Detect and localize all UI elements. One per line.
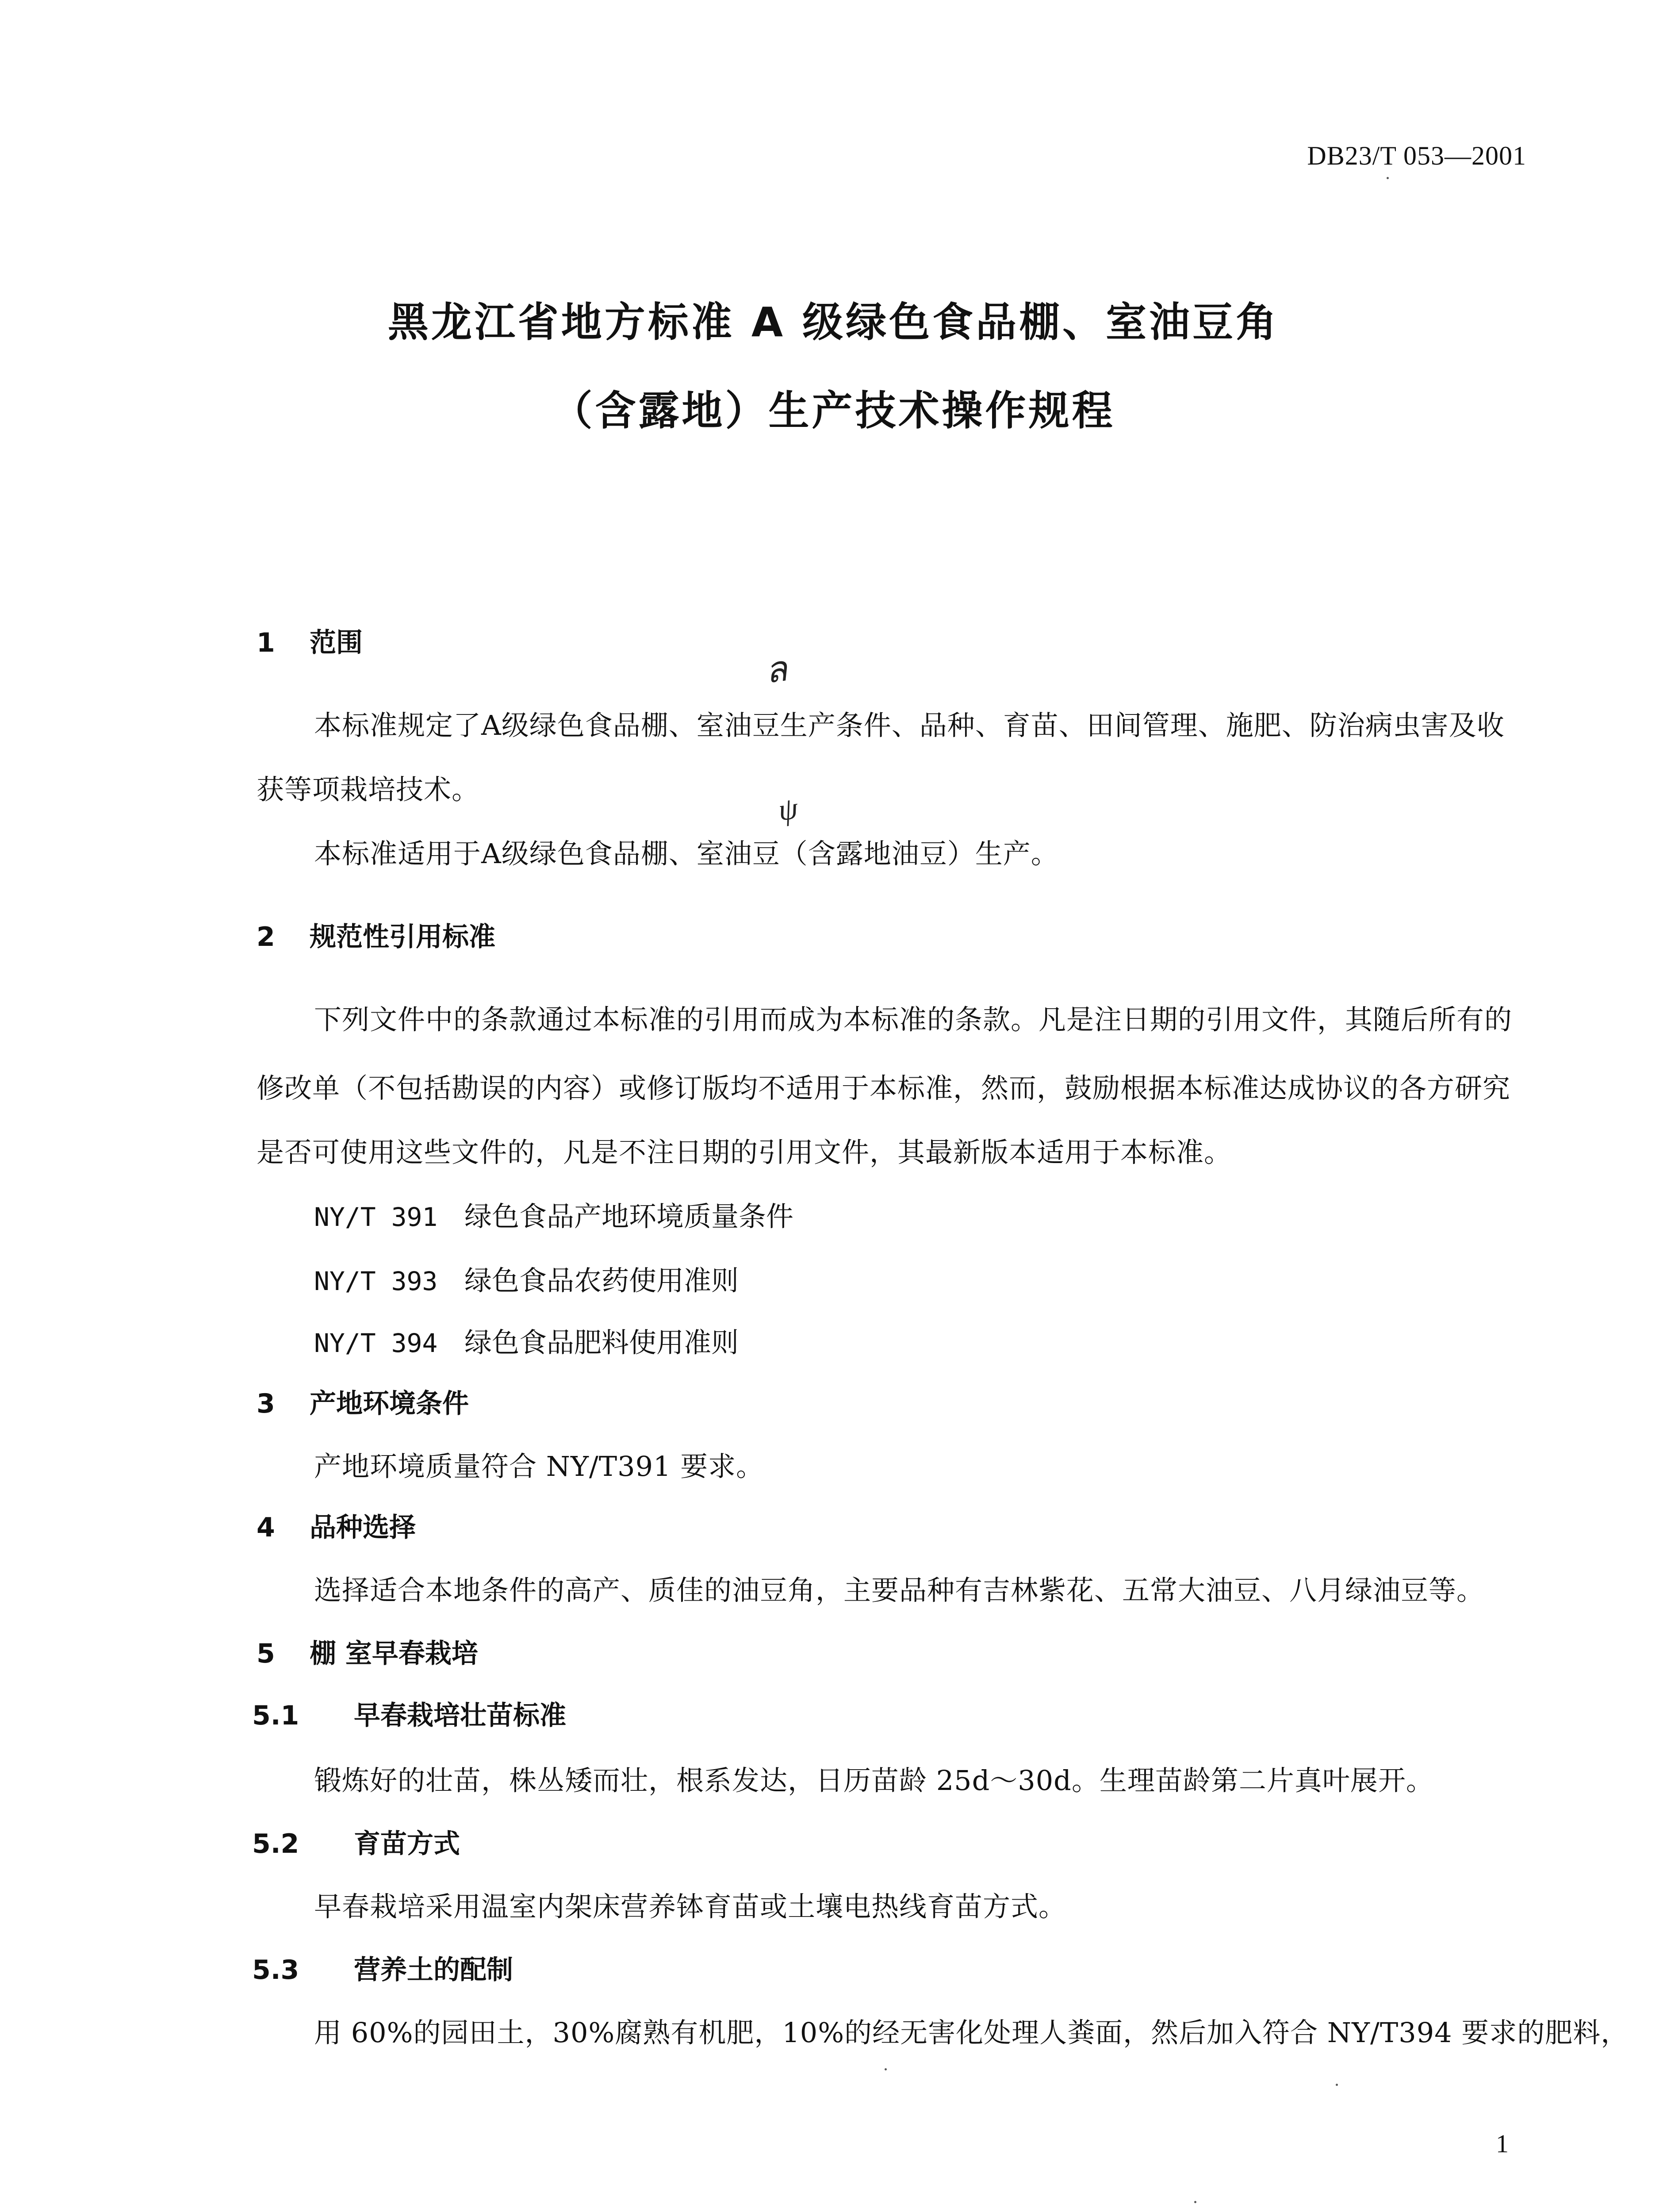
section-number: 1: [257, 627, 275, 658]
title-line-2: （含露地）生产技术操作规程: [552, 387, 1115, 434]
section-title: 早春栽培壮苗标准: [354, 1700, 566, 1731]
reference-name: 绿色食品农药使用准则: [464, 1264, 739, 1297]
handwritten-mark: ล: [763, 649, 790, 691]
document-code: DB23/T 053—2001: [1307, 141, 1526, 170]
section-title: 育苗方式: [354, 1828, 460, 1859]
scan-speck: [1194, 2201, 1196, 2203]
scan-speck: [1387, 177, 1389, 179]
section-title: 产地环境条件: [310, 1388, 469, 1419]
page-number: 1: [1496, 2129, 1509, 2158]
section-3-heading: [257, 1382, 469, 1421]
reference-code: NY/T 393: [314, 1266, 438, 1296]
section-number: 2: [257, 922, 275, 952]
section-4-paragraph: 选择适合本地条件的高产、质佳的油豆角，主要品种有吉林紫花、五常大油豆、八月绿油豆等。: [314, 1574, 1485, 1606]
section-1-paragraph-1b: 获等项栽培技术。: [257, 773, 480, 806]
section-number: 5.1: [252, 1700, 299, 1731]
section-5-1-paragraph: 锻炼好的壮苗，株丛矮而壮，根系发达，日历苗龄 25d～30d。生理苗龄第二片真叶展开。: [314, 1764, 1434, 1797]
section-2-paragraph-1a: 下列文件中的条款通过本标准的引用而成为本标准的条款。凡是注日期的引用文件，其随后所有的: [314, 1003, 1513, 1036]
section-5-2-heading: [252, 1823, 460, 1861]
section-5-heading: [257, 1632, 478, 1671]
section-number: 5: [257, 1638, 275, 1669]
section-1-paragraph-1a: 本标准规定了A级绿色食品棚、室油豆生产条件、品种、育苗、田间管理、施肥、防治病虫害及收: [314, 709, 1505, 741]
section-number: 4: [257, 1512, 275, 1543]
reference-name: 绿色食品产地环境质量条件: [464, 1200, 794, 1233]
section-3-paragraph: 产地环境质量符合 NY/T391 要求。: [314, 1450, 764, 1482]
section-title: 棚 室早春栽培: [310, 1638, 478, 1669]
scan-speck: [885, 2068, 887, 2070]
section-number: 5.2: [252, 1828, 299, 1859]
section-number: 3: [257, 1388, 275, 1419]
section-4-heading: [257, 1506, 416, 1544]
reference-code: NY/T 391: [314, 1202, 438, 1232]
section-title: 营养土的配制: [354, 1955, 513, 1985]
scan-speck: [1336, 2084, 1338, 2086]
section-2-paragraph-1b: 修改单（不包括勘误的内容）或修订版均不适用于本标准，然而，鼓励根据本标准达成协议的各方研究: [257, 1072, 1511, 1104]
reference-item: [314, 1321, 739, 1360]
title-line-1: 黑龙江省地方标准 A 级绿色食品棚、室油豆角: [387, 299, 1280, 346]
section-title: 范围: [310, 627, 363, 658]
reference-name: 绿色食品肥料使用准则: [464, 1326, 739, 1359]
reference-code: NY/T 394: [314, 1328, 438, 1358]
section-5-3-paragraph: 用 60%的园田土，30%腐熟有机肥，10%的经无害化处理人粪面，然后加入符合 NY/T394 要求的肥料，: [314, 2016, 1629, 2049]
section-5-1-heading: [252, 1694, 566, 1732]
section-5-3-heading: [252, 1949, 513, 1987]
section-5-2-paragraph: 早春栽培采用温室内架床营养钵育苗或土壤电热线育苗方式。: [314, 1890, 1067, 1923]
section-2-paragraph-1c: 是否可使用这些文件的，凡是不注日期的引用文件，其最新版本适用于本标准。: [257, 1136, 1232, 1168]
handwritten-mark: ψ: [776, 791, 800, 828]
section-1-heading: [257, 622, 363, 660]
section-2-heading: [257, 916, 495, 954]
section-1-paragraph-2: 本标准适用于A级绿色食品棚、室油豆（含露地油豆）生产。: [314, 837, 1059, 870]
section-title: 品种选择: [310, 1512, 416, 1543]
section-title: 规范性引用标准: [310, 922, 495, 952]
section-number: 5.3: [252, 1955, 299, 1985]
reference-item: [314, 1194, 793, 1234]
reference-item: [314, 1259, 739, 1298]
